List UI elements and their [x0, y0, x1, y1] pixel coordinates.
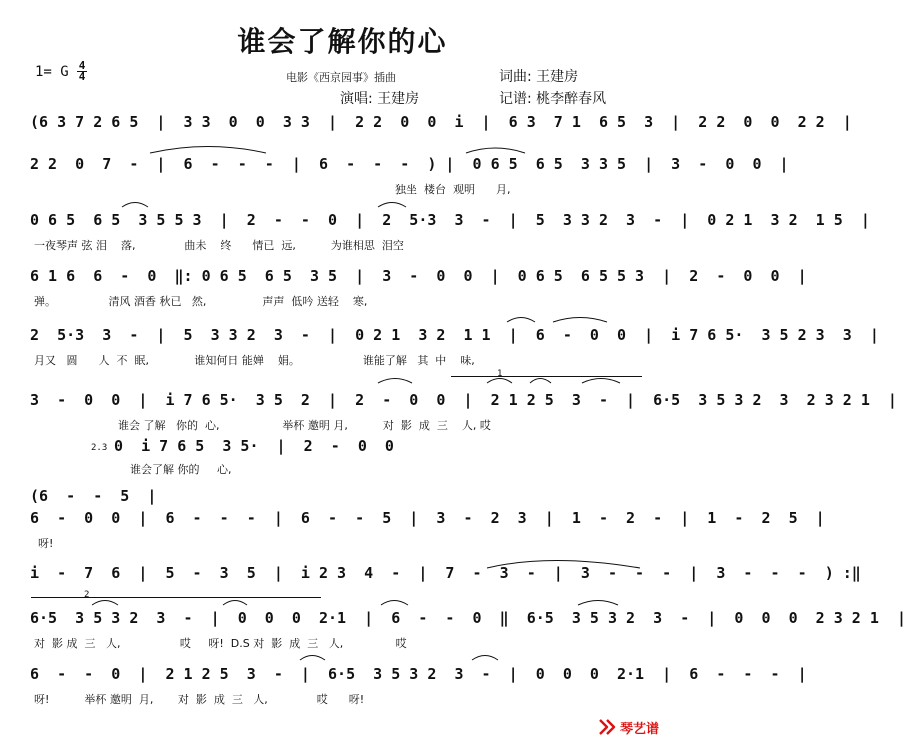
score-row-7-notes: 0 i 7 6 5 3 5· | 2 - 0 0 — [114, 437, 394, 455]
score-row-5-lyrics: 月又 圆 人 不 眠, 谁知何日 能婵 娟。 谁能了解 其 中 味, — [34, 354, 475, 367]
logo-text: 琴艺谱 — [620, 721, 660, 737]
score-row-11-notes: 6·5 3 5 3 2 3 - | 0 0 0 2·1 | 6 - - 0 ‖ 6·5 3 5 3 2 3 - | 0 0 0 2 3 2 1 | — [30, 609, 906, 627]
score-row-5-notes: 2 5·3 3 - | 5 3 3 2 3 - | 0 2 1 3 2 1 1 | 6 - 0 0 | i 7 6 5· 3 5 2 3 3 | — [30, 326, 879, 344]
slur-arc — [150, 147, 266, 154]
score-row-12-lyrics: 呀! 举杯 邀明 月, 对 影 成 三 人, 哎 呀! — [34, 693, 365, 706]
score-row-2-lyrics: 独坐 楼台 观明 月, — [395, 183, 511, 196]
volta-23-label: 2.3 — [91, 443, 108, 453]
logo-icon — [598, 718, 616, 736]
key-signature: 1= G — [35, 64, 69, 80]
time-sig-bottom: 4 — [78, 70, 86, 83]
score-row-8-notes: (6 - - 5 | — [30, 487, 157, 505]
score-row-7-lyrics: 谁会了解 你的 心, — [130, 463, 232, 476]
slur-arc — [466, 148, 525, 153]
score-row-3-notes: 0 6 5 6 5 3 5 5 3 | 2 - - 0 | 2 5·3 3 - | 5 3 3 2 3 - | 0 2 1 3 2 1 5 | — [30, 211, 870, 229]
subtitle: 电影《西京园事》插曲 — [286, 71, 396, 84]
singer-credit: 演唱: 王建房 — [340, 91, 420, 107]
time-sig-top: 4 — [78, 59, 86, 72]
slur-arc — [530, 379, 551, 384]
volta-2-label: 2 — [84, 590, 90, 600]
volta-1-label: 1 — [497, 369, 503, 379]
score-row-3-lyrics: 一夜琴声 弦 泪 落, 曲未 终 情已 远, 为谁相思 泪空 — [34, 239, 404, 252]
slur-arc — [487, 379, 512, 384]
slur-arc — [487, 561, 640, 569]
slur-arc — [553, 318, 607, 323]
score-row-6-notes: 3 - 0 0 | i 7 6 5· 3 5 2 | 2 - 0 0 | 2 1 2 5 3 - | 6·5 3 5 3 2 3 2 3 2 1 | — [30, 391, 897, 409]
slur-arc — [122, 203, 148, 208]
score-row-1-notes: (6 3 7 2 6 5 | 3 3 0 0 3 3 | 2 2 0 0 i | 6 3 7 1 6 5 3 | 2 2 0 0 2 2 | — [30, 113, 852, 131]
score-row-9-lyrics: 呀! — [38, 537, 54, 550]
slur-arc — [300, 656, 325, 661]
score-row-9-notes: 6 - 0 0 | 6 - - - | 6 - - 5 | 3 - 2 3 | 1 - 2 - | 1 - 2 5 | — [30, 509, 825, 527]
score-row-2-notes: 2 2 0 7 - | 6 - - - | 6 - - - ) | 0 6 5 6 5 3 3 5 | 3 - 0 0 | — [30, 155, 789, 173]
score-row-6-lyrics: 谁会 了解 你的 心, 举杯 邀明 月, 对 影 成 三 人, 哎 — [118, 419, 491, 432]
site-logo — [598, 716, 659, 738]
slur-arc — [472, 656, 498, 661]
score-row-11-lyrics: 对 影 成 三 人, 哎 呀! D.S 对 影 成 三 人, 哎 — [34, 637, 407, 650]
transcriber-credit: 记谱: 桃李醉春风 — [499, 91, 607, 107]
slur-arc — [381, 601, 408, 606]
slur-arc — [223, 601, 247, 606]
slur-arc — [582, 379, 620, 384]
composer-credit: 词曲: 王建房 — [499, 69, 579, 85]
slur-arc — [507, 318, 535, 323]
score-row-12-notes: 6 - - 0 | 2 1 2 5 3 - | 6·5 3 5 3 2 3 - | 0 0 0 2·1 | 6 - - - | — [30, 665, 807, 683]
page-title: 谁会了解你的心 — [237, 25, 448, 58]
score-row-10-notes: i - 7 6 | 5 - 3 5 | i 2 3 4 - | 7 - 3 - | 3 - - - | 3 - - - ) :‖ — [30, 564, 861, 582]
slur-arc — [378, 203, 406, 208]
score-row-4-lyrics: 弹。 清风 酒香 秋已 然, 声声 低吟 送轻 寒, — [34, 295, 368, 308]
slur-arc — [378, 379, 412, 384]
slur-arc — [578, 601, 618, 606]
slur-arc — [92, 601, 118, 606]
score-row-4-notes: 6 1 6 6 - 0 ‖: 0 6 5 6 5 3 5 | 3 - 0 0 | 0 6 5 6 5 5 3 | 2 - 0 0 | — [30, 267, 807, 285]
